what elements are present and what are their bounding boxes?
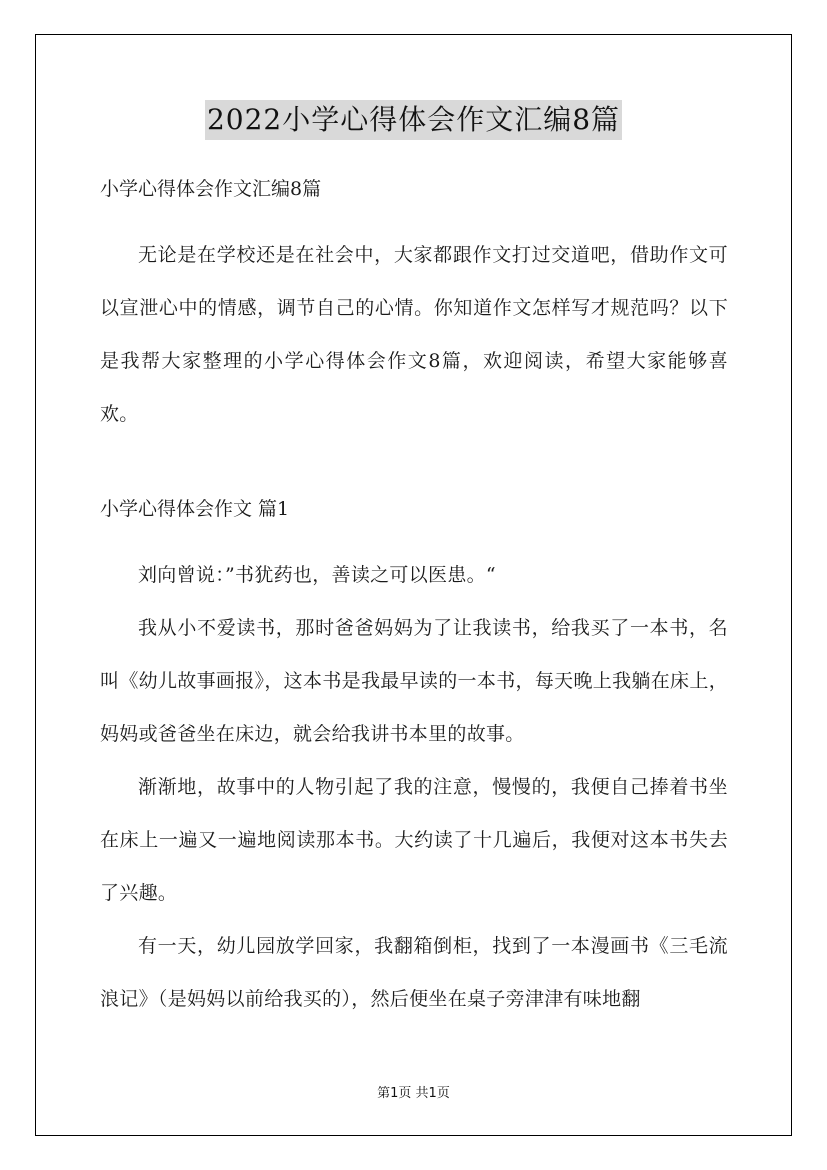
body-paragraph: 渐渐地，故事中的人物引起了我的注意，慢慢的，我便自己捧着书坐在床上一遍又一遍地阅读那本书。大约读了十几遍后，我便对这本书失去了兴趣。 xyxy=(100,776,728,904)
body-paragraph: 有一天，幼儿园放学回家，我翻箱倒柜，找到了一本漫画书《三毛流浪记》（是妈妈以前给我买的），然后便坐在桌子旁津津有味地翻 xyxy=(100,935,728,1010)
body-paragraph: 刘向曾说：”书犹药也，善读之可以医患。“ xyxy=(138,564,496,586)
document-subtitle: 小学心得体会作文汇编8篇 xyxy=(100,178,322,200)
paragraph-gap xyxy=(100,441,728,496)
title-container xyxy=(0,100,827,140)
document-title: 2022小学心得体会作文汇编8篇 xyxy=(205,100,622,140)
section-heading: 小学心得体会作文 篇1 xyxy=(100,498,290,520)
intro-paragraph: 无论是在学校还是在社会中，大家都跟作文打过交道吧，借助作文可以宣泄心中的情感，调节自己的心情。你知道作文怎样写才规范吗？以下是我帮大家整理的小学心得体会作文8篇，欢迎阅读，希望大家能够喜欢。 xyxy=(100,244,728,425)
page-footer: 第1页 共1页 xyxy=(377,1086,450,1101)
body-paragraph: 我从小不爱读书，那时爸爸妈妈为了让我读书，给我买了一本书，名叫《幼儿故事画报》，这本书是我最早读的一本书，每天晚上我躺在床上，妈妈或爸爸坐在床边，就会给我讲书本里的故事。 xyxy=(100,617,728,745)
document-body xyxy=(100,176,728,1026)
